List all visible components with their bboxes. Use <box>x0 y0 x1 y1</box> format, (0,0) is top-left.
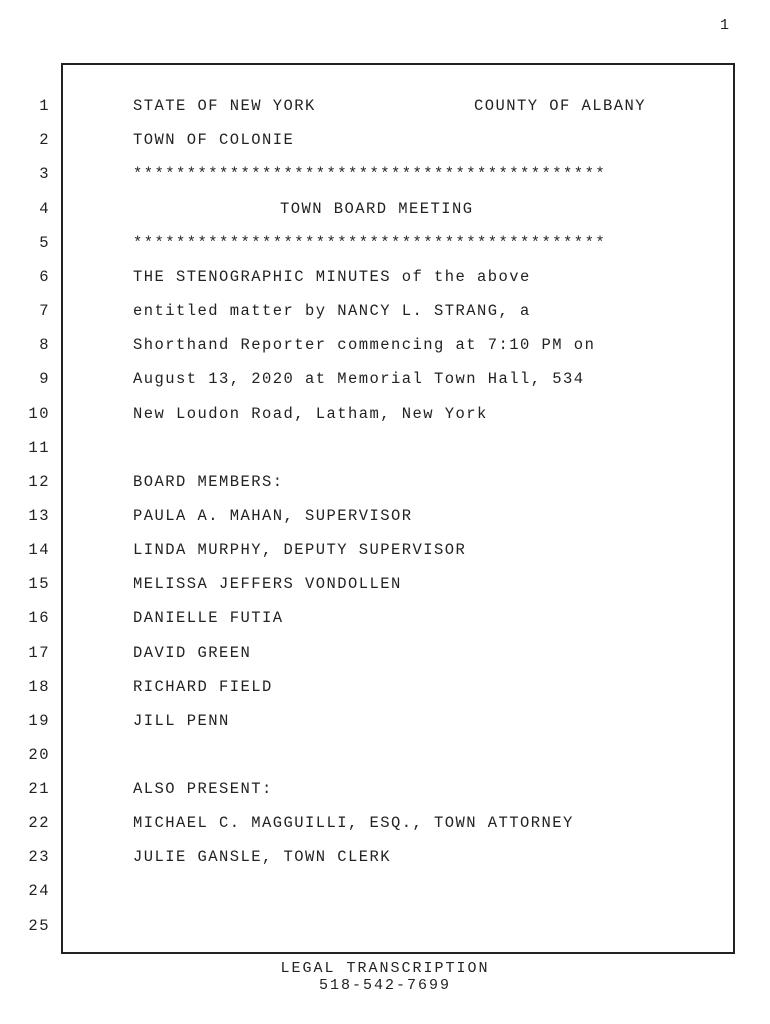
line-number: 23 <box>28 848 50 866</box>
line-number: 5 <box>39 234 50 252</box>
line-number: 13 <box>28 507 50 525</box>
line-number: 21 <box>28 780 50 798</box>
line-number: 7 <box>39 302 50 320</box>
minutes-line: New Loudon Road, Latham, New York <box>133 405 488 423</box>
line-number: 25 <box>28 917 50 935</box>
board-members-heading: BOARD MEMBERS: <box>133 473 284 491</box>
line-number: 9 <box>39 370 50 388</box>
line-number: 3 <box>39 165 50 183</box>
line-number: 10 <box>28 405 50 423</box>
footer-phone: 518-542-7699 <box>318 977 452 994</box>
line-number: 20 <box>28 746 50 764</box>
board-member: DAVID GREEN <box>133 644 252 662</box>
line-number: 22 <box>28 814 50 832</box>
town-caption: TOWN OF COLONIE <box>133 131 295 149</box>
county-caption: COUNTY OF ALBANY <box>474 97 647 115</box>
line-number: 6 <box>39 268 50 286</box>
line-number: 24 <box>28 882 50 900</box>
meeting-title: TOWN BOARD MEETING <box>280 200 474 218</box>
board-member: DANIELLE FUTIA <box>133 609 284 627</box>
state-caption: STATE OF NEW YORK <box>133 97 316 115</box>
line-number: 14 <box>28 541 50 559</box>
also-present-person: MICHAEL C. MAGGUILLI, ESQ., TOWN ATTORNEY <box>133 814 574 832</box>
star-divider: ******************************************** <box>133 165 607 183</box>
line-number: 12 <box>28 473 50 491</box>
line-number: 17 <box>28 644 50 662</box>
line-number: 19 <box>28 712 50 730</box>
board-member: LINDA MURPHY, DEPUTY SUPERVISOR <box>133 541 467 559</box>
line-number: 18 <box>28 678 50 696</box>
footer-company: LEGAL TRANSCRIPTION <box>280 960 490 977</box>
minutes-line: August 13, 2020 at Memorial Town Hall, 534 <box>133 370 585 388</box>
line-number: 2 <box>39 131 50 149</box>
also-present-heading: ALSO PRESENT: <box>133 780 273 798</box>
also-present-person: JULIE GANSLE, TOWN CLERK <box>133 848 392 866</box>
line-number: 16 <box>28 609 50 627</box>
line-number: 1 <box>39 97 50 115</box>
line-number: 15 <box>28 575 50 593</box>
minutes-line: entitled matter by NANCY L. STRANG, a <box>133 302 531 320</box>
line-number: 11 <box>28 439 50 457</box>
board-member: JILL PENN <box>133 712 230 730</box>
board-member: MELISSA JEFFERS VONDOLLEN <box>133 575 402 593</box>
line-number: 4 <box>39 200 50 218</box>
minutes-line: Shorthand Reporter commencing at 7:10 PM on <box>133 336 596 354</box>
board-member: PAULA A. MAHAN, SUPERVISOR <box>133 507 413 525</box>
star-divider: ******************************************** <box>133 234 607 252</box>
minutes-line: THE STENOGRAPHIC MINUTES of the above <box>133 268 531 286</box>
line-number: 8 <box>39 336 50 354</box>
page-number: 1 <box>719 17 730 34</box>
board-member: RICHARD FIELD <box>133 678 273 696</box>
